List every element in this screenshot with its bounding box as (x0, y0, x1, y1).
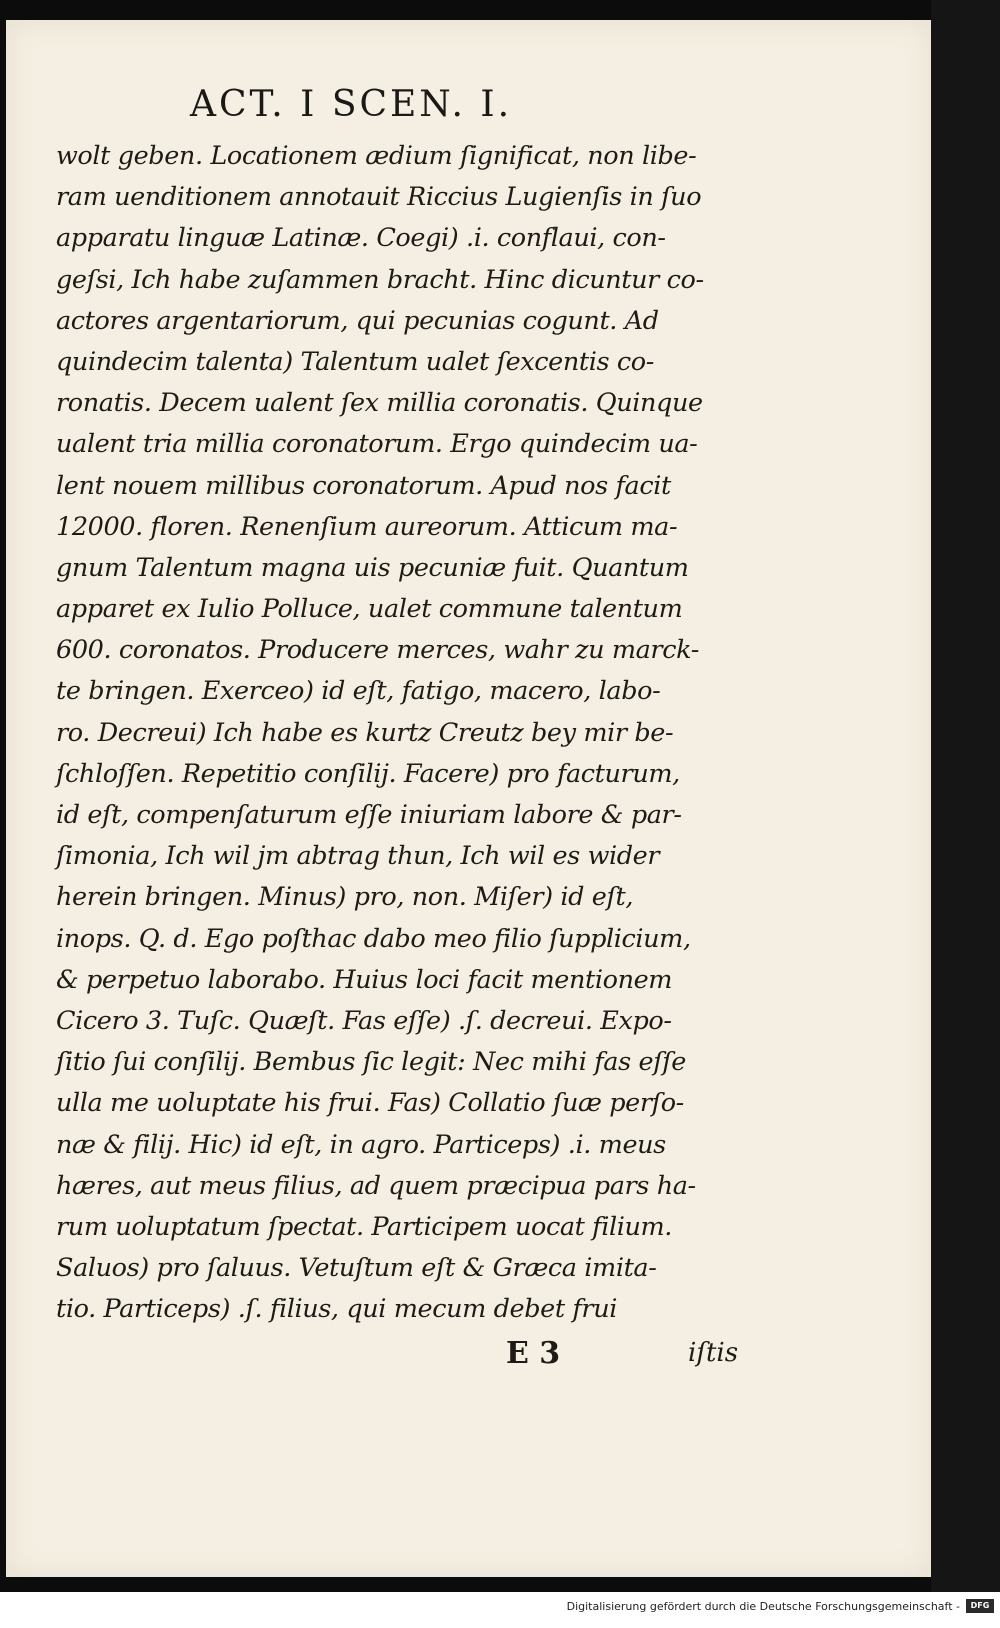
text-line: & perpetuo laborabo. Huius loci facit mentionem (56, 964, 673, 995)
text-line: 600. coronatos. Producere merces, wahr zu marck- (56, 635, 699, 666)
text-line: wolt geben. Locationem ædium ſignificat, non libe- (56, 141, 697, 171)
text-line: quindecim talenta) Talentum ualet ſexcentis co- (56, 346, 654, 377)
text-line: 12000. floren. Renenſium aureorum. Atticum ma- (56, 511, 678, 542)
footer-credit: Digitalisierung gefördert durch die Deutsche Forschungsgemeinschaft - (566, 1600, 960, 1613)
text-line: ro. Decreui) Ich habe es kurtz Creutz bey mir be- (56, 717, 674, 748)
text-line: ſimonia, Ich wil jm abtrag thun, Ich wil es wider (56, 841, 660, 872)
text-line: Saluos) pro ſaluus. Vetuſtum eſt & Græca imita- (56, 1253, 657, 1284)
text-line: rum uoluptatum ſpectat. Participem uocat filium. (56, 1211, 672, 1242)
text-line: ulla me uoluptate his frui. Fas) Collatio ſuæ perſo- (56, 1088, 684, 1119)
text-line: ram uenditionem annotauit Riccius Lugienſis in ſuo (56, 182, 702, 213)
scan-border-strip (931, 0, 1000, 1592)
text-line: hæres, aut meus filius, ad quem præcipua pars ha- (56, 1170, 696, 1201)
running-header: ACT. I SCEN. I. (190, 84, 513, 125)
text-line: ronatis. Decem ualent ſex millia coronatis. Quinque (56, 388, 703, 419)
signature-mark: E 3 (506, 1336, 561, 1371)
catchword: iſtis (688, 1338, 739, 1368)
text-line: Cicero 3. Tuſc. Quæſt. Fas eſſe) .ſ. decreui. Expo- (56, 1005, 672, 1036)
page-body-text (56, 136, 746, 1330)
text-line: gnum Talentum magna uis pecuniæ fuit. Quantum (56, 552, 689, 583)
text-line: te bringen. Exerceo) id eſt, fatigo, macero, labo- (56, 676, 661, 707)
text-line: ualent tria millia coronatorum. Ergo quindecim ua- (56, 429, 698, 460)
text-line: id eſt, compenſaturum eſſe iniuriam labore & par- (56, 800, 682, 830)
text-line: næ & filij. Hic) id eſt, in agro. Particeps) .i. meus (56, 1129, 666, 1160)
text-line: apparatu linguæ Latinæ. Coegi) .i. conflaui, con- (56, 223, 666, 254)
text-line: lent nouem millibus coronatorum. Apud nos facit (56, 470, 671, 501)
text-line: inops. Q. d. Ego poſthac dabo meo filio ſupplicium, (56, 923, 691, 954)
text-line: ſitio ſui conſilij. Bembus ſic legit: Nec mihi fas eſſe (56, 1047, 686, 1078)
text-line: geſsi, Ich habe zuſammen bracht. Hinc dicuntur co- (56, 264, 704, 295)
text-line: actores argentariorum, qui pecunias cogunt. Ad (56, 305, 659, 336)
text-line: tio. Particeps) .ſ. filius, qui mecum debet frui (56, 1294, 617, 1325)
text-line: ſchloſſen. Repetitio conſilij. Facere) pro facturum, (56, 758, 680, 789)
text-line: herein bringen. Minus) pro, non. Miſer) id eſt, (56, 882, 634, 913)
text-line: apparet ex Iulio Polluce, ualet commune talentum (56, 594, 683, 625)
dfg-logo-icon: DFG (966, 1599, 994, 1613)
